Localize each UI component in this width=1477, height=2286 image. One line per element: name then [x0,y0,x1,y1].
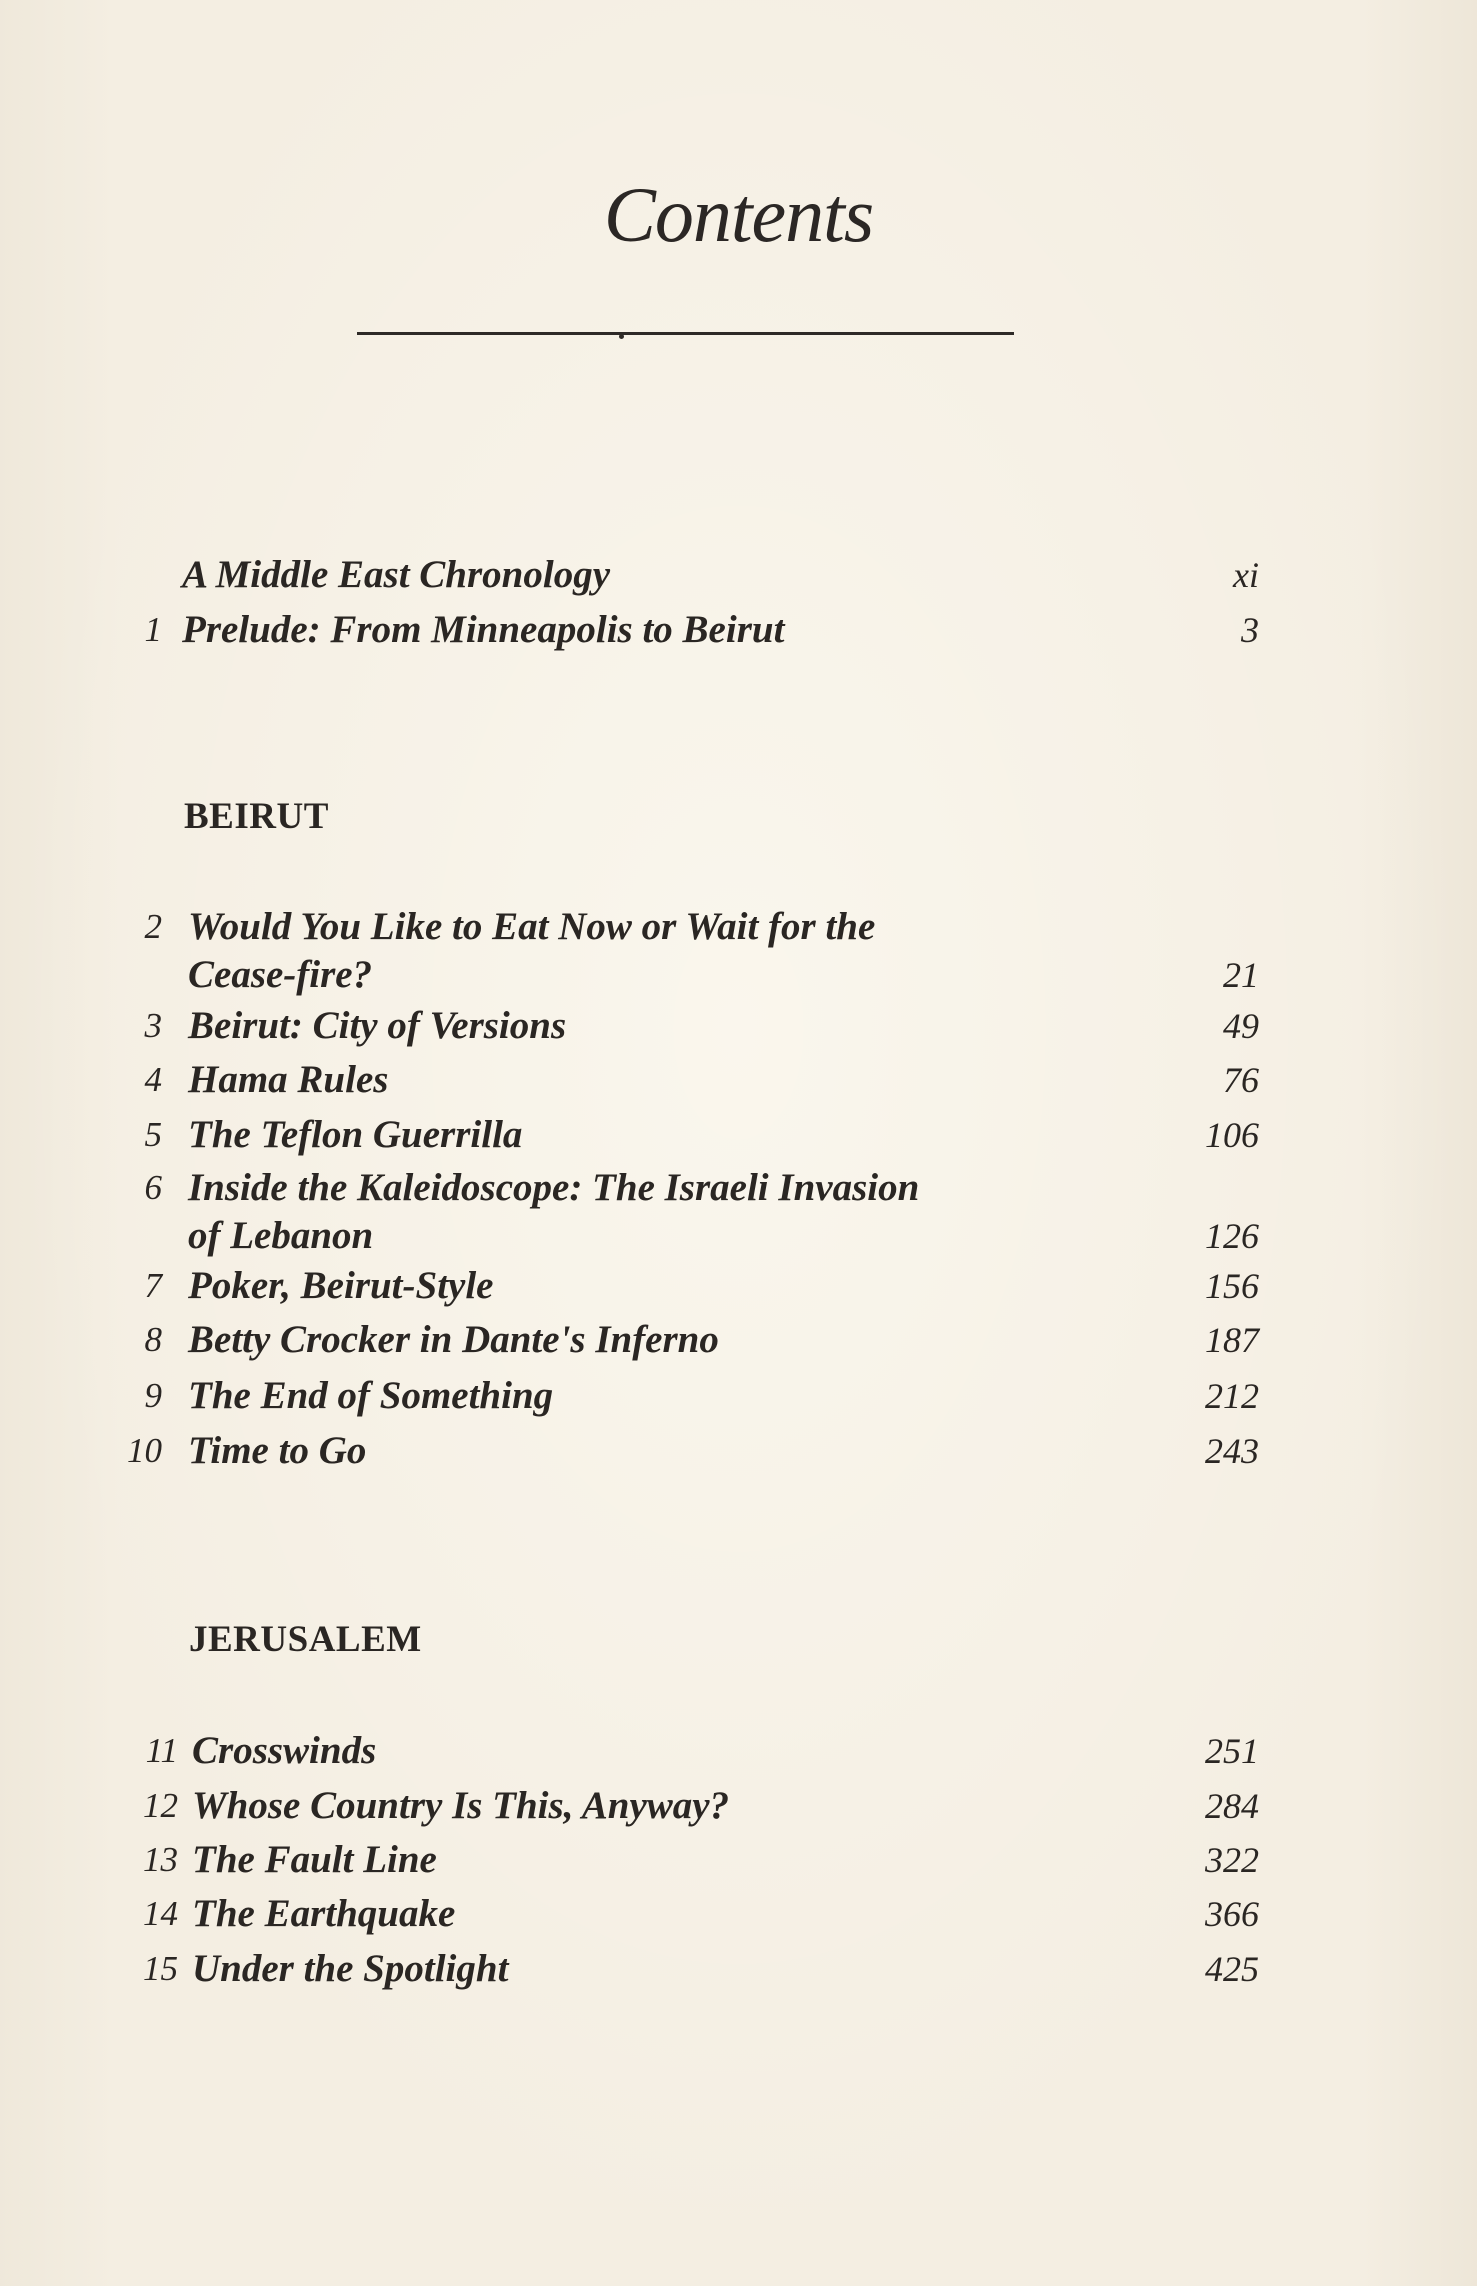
chapter-title: Poker, Beirut-Style [188,1264,494,1307]
chapter-title-continued: Cease-fire? [188,953,373,996]
page-number: 187 [1205,1320,1259,1360]
page-number: 76 [1223,1060,1259,1100]
chapter-number: 4 [144,1060,162,1099]
chapter-number: 9 [144,1376,162,1415]
page-number: 3 [1241,610,1259,650]
page-number: 21 [1223,955,1259,995]
chapter-title: Betty Crocker in Dante's Inferno [188,1318,719,1361]
page-number: 156 [1205,1266,1259,1306]
chapter-number: 5 [144,1115,162,1154]
chapter-title: Would You Like to Eat Now or Wait for the [188,905,876,948]
page-number: 126 [1205,1216,1259,1256]
title-rule-ornament [619,334,624,339]
chapter-title: Inside the Kaleidoscope: The Israeli Invasion [188,1166,920,1209]
chapter-title: A Middle East Chronology [182,553,611,596]
page-title: Contents [603,171,874,258]
chapter-title: Time to Go [188,1429,367,1472]
chapter-number: 10 [127,1431,162,1470]
chapter-number: 1 [144,610,162,649]
chapter-title-continued: of Lebanon [188,1214,374,1257]
section-heading-jerusalem: JERUSALEM [189,1619,422,1660]
chapter-number: 2 [144,907,162,946]
chapter-title: Hama Rules [188,1058,389,1101]
page-number: 106 [1205,1115,1259,1155]
title-rule [357,332,1014,335]
page-number: 212 [1205,1376,1259,1416]
page-number: 425 [1205,1949,1259,1989]
chapter-title: Beirut: City of Versions [188,1004,567,1047]
page-number: 366 [1205,1894,1259,1934]
chapter-title: The Teflon Guerrilla [188,1113,523,1156]
section-heading-beirut: BEIRUT [184,796,329,837]
chapter-number: 7 [144,1266,162,1305]
chapter-title: The Fault Line [192,1838,437,1881]
page-number: 243 [1205,1431,1259,1471]
chapter-title: Under the Spotlight [192,1947,509,1990]
chapter-title: Crosswinds [192,1729,377,1772]
chapter-title: The End of Something [188,1374,554,1417]
chapter-number: 14 [143,1894,178,1933]
chapter-title: The Earthquake [192,1892,456,1935]
chapter-number: 15 [143,1949,178,1988]
chapter-number: 6 [144,1168,162,1207]
chapter-number: 8 [144,1320,162,1359]
chapter-title: Whose Country Is This, Anyway? [192,1784,730,1827]
chapter-number: 11 [145,1731,178,1770]
page-number: 49 [1223,1006,1259,1046]
chapter-title: Prelude: From Minneapolis to Beirut [182,608,785,651]
chapter-number: 3 [144,1006,162,1045]
page-number: 251 [1205,1731,1259,1771]
page-number: 284 [1205,1786,1259,1826]
page-number: xi [1233,555,1259,595]
chapter-number: 12 [143,1786,178,1825]
chapter-number: 13 [143,1840,178,1879]
page-number: 322 [1205,1840,1259,1880]
